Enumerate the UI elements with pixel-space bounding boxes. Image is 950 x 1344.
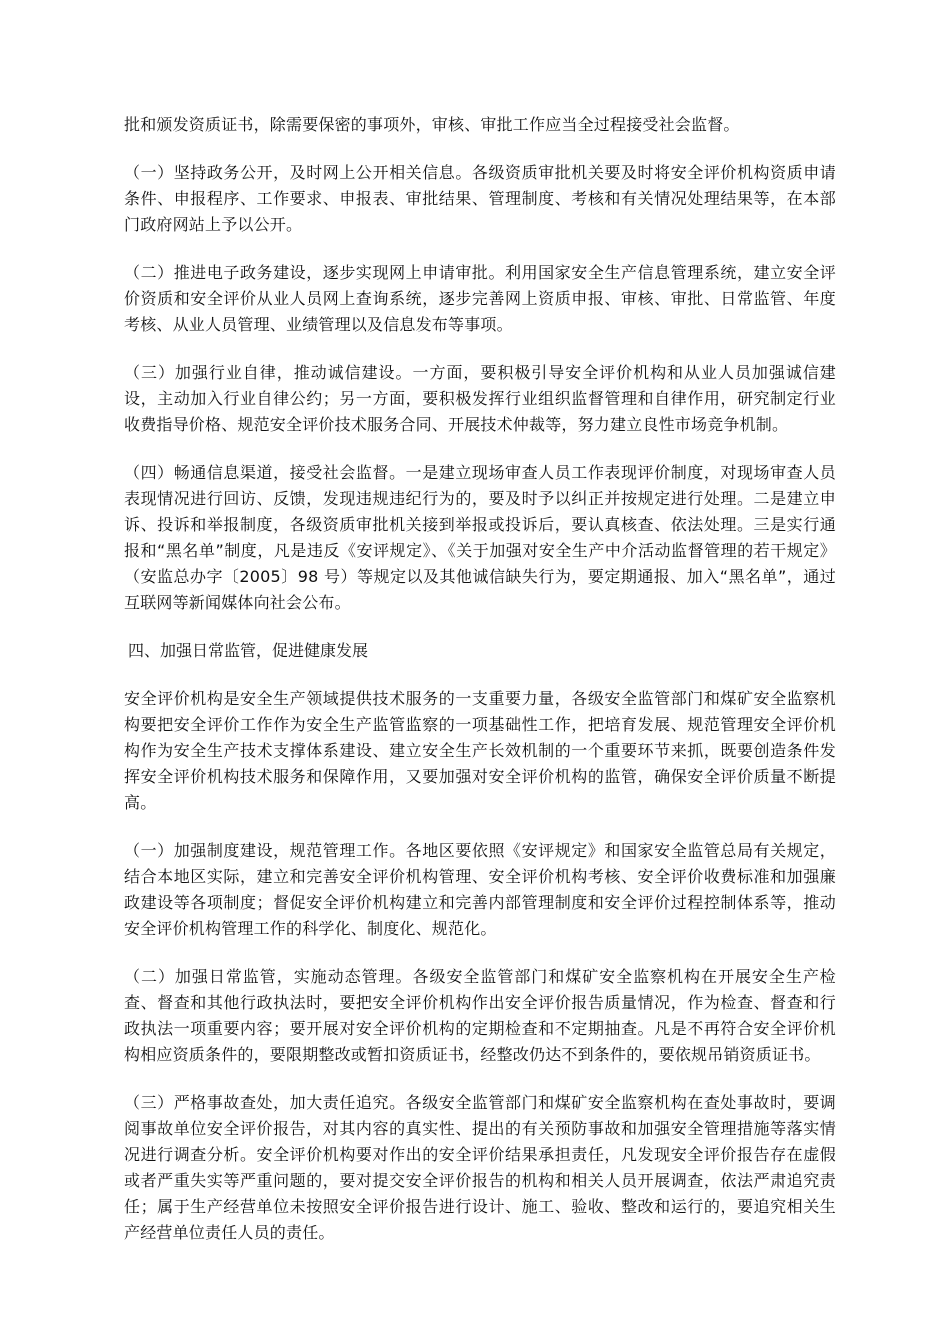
- paragraph-item-2: （二）推进电子政务建设，逐步实现网上申请审批。利用国家安全生产信息管理系统，建立安全评价资质和安全评价从业人员网上查询系统，逐步完善网上资质申报、审核、审批、日常监管、年度考核、从业人员管理、业绩管理以及信息发布等事项。: [124, 263, 836, 334]
- section-item-3: （三）严格事故查处，加大责任追究。各级安全监管部门和煤矿安全监察机构在查处事故时，要调阅事故单位安全评价报告，对其内容的真实性、提出的有关预防事故和加强安全管理措施等落实情况进行调查分析。安全评价机构要对作出的安全评价结果承担责任，凡发现安全评价报告存在虚假或者严重失实等严重问题的，要对提交安全评价报告的机构和相关人员开展调查，依法严肃追究责任；属于生产经营单位未按照安全评价报告进行设计、施工、验收、整改和运行的，要追究相关生产经营单位责任人员的责任。: [124, 1093, 836, 1242]
- section-intro-paragraph: 安全评价机构是安全生产领域提供技术服务的一支重要力量，各级安全监管部门和煤矿安全监察机构要把安全评价工作作为安全生产监管监察的一项基础性工作，把培育发展、规范管理安全评价机构作为安全生产技术支撑体系建设、建立安全生产长效机制的一个重要环节来抓，既要创造条件发挥安全评价机构技术服务和保障作用，又要加强对安全评价机构的监管，确保安全评价质量不断提高。: [124, 689, 836, 812]
- section-item-1: （一）加强制度建设，规范管理工作。各地区要依照《安评规定》和国家安全监管总局有关规定，结合本地区实际，建立和完善安全评价机构管理、安全评价机构考核、安全评价收费标准和加强廉政建设等各项制度；督促安全评价机构建立和完善内部管理制度和安全评价过程控制体系等，推动安全评价机构管理工作的科学化、制度化、规范化。: [124, 841, 836, 938]
- paragraph-continuation: 批和颁发资质证书，除需要保密的事项外，审核、审批工作应当全过程接受社会监督。: [124, 115, 740, 134]
- paragraph-item-3: （三）加强行业自律，推动诚信建设。一方面，要积极引导安全评价机构和从业人员加强诚信建设，主动加入行业自律公约；另一方面，要积极发挥行业组织监督管理和自律作用，研究制定行业收费指导价格、规范安全评价技术服务合同、开展技术仲裁等，努力建立良性市场竞争机制。: [124, 363, 836, 434]
- paragraph-item-4: （四）畅通信息渠道，接受社会监督。一是建立现场审查人员工作表现评价制度，对现场审查人员表现情况进行回访、反馈，发现违规违纪行为的，要及时予以纠正并按规定进行处理。二是建立申诉、投诉和举报制度，各级资质审批机关接到举报或投诉后，要认真核查、依法处理。三是实行通报和“黑名单”制度，凡是违反《安评规定》、《关于加强对安全生产中介活动监督管理的若干规定》（安监总办字〔2005〕98 号）等规定以及其他诚信缺失行为，要定期通报、加入“黑名单”，通过互联网等新闻媒体向社会公布。: [124, 463, 836, 612]
- section-item-2: （二）加强日常监管，实施动态管理。各级安全监管部门和煤矿安全监察机构在开展安全生产检查、督查和其他行政执法时，要把安全评价机构作出安全评价报告质量情况，作为检查、督查和行政执法一项重要内容；要开展对安全评价机构的定期检查和不定期抽查。凡是不再符合安全评价机构相应资质条件的，要限期整改或暂扣资质证书，经整改仍达不到条件的，要依规吊销资质证书。: [124, 967, 836, 1064]
- document-body: [124, 112, 836, 1268]
- section-heading: 四、加强日常监管，促进健康发展: [128, 641, 369, 660]
- paragraph-item-1: （一）坚持政务公开，及时网上公开相关信息。各级资质审批机关要及时将安全评价机构资质申请条件、申报程序、工作要求、申报表、审批结果、管理制度、考核和有关情况处理结果等，在本部门政府网站上予以公开。: [124, 163, 836, 234]
